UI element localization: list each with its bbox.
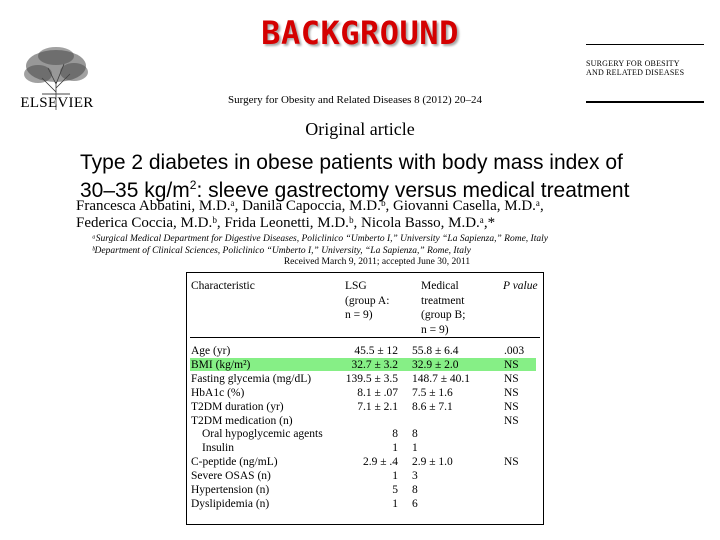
group-a-value: 2.9 ± .4: [362, 456, 398, 469]
publisher-name: ELSEVIER: [20, 95, 94, 111]
group-b-value: 6: [412, 497, 418, 510]
journal-masthead: [586, 44, 704, 103]
header-p-value: P value: [503, 280, 538, 292]
row-label: Insulin: [202, 442, 234, 455]
row-label: BMI (kg/m²): [191, 358, 251, 371]
row-label: C-peptide (ng/mL): [191, 456, 278, 469]
group-b-value: 148.7 ± 40.1: [412, 372, 471, 385]
group-b-value: 2.9 ± 1.0: [412, 456, 453, 469]
article-type: Original article: [305, 119, 415, 139]
author-list: [76, 198, 706, 232]
group-b-value: 3: [412, 470, 418, 483]
affiliation-a: ᵃSurgical Medical Department for Digestive Diseases, Policlinico “Umberto I,” University “La Sapienza,” Rome, Italy: [92, 234, 548, 244]
group-b-value: 32.9 ± 2.0: [412, 358, 459, 371]
p-value: NS: [504, 456, 519, 469]
group-b-value: 7.5 ± 1.6: [412, 386, 453, 399]
table-row: [190, 469, 536, 483]
row-label: Dyslipidemia (n): [191, 497, 270, 510]
article-title-line1: Type 2 diabetes in obese patients with body mass index of: [80, 151, 623, 174]
p-value: NS: [504, 372, 519, 385]
journal-reference: Surgery for Obesity and Related Diseases 8 (2012) 20–24: [228, 94, 482, 106]
group-a-value: 1: [392, 497, 398, 510]
group-a-value: 1: [392, 442, 398, 455]
journal-name-line2: AND RELATED DISEASES: [586, 68, 685, 77]
row-label: T2DM duration (yr): [191, 400, 284, 413]
table-row: [190, 358, 536, 372]
group-a-value: 1: [392, 470, 398, 483]
table-row: [190, 386, 536, 400]
table-row: [190, 455, 536, 469]
slide-title: BACKGROUND: [261, 14, 459, 52]
received-dates: Received March 9, 2011; accepted June 30, 2011: [283, 257, 471, 267]
row-label: HbA1c (%): [191, 386, 245, 399]
table-row: [190, 441, 536, 455]
header-characteristic: Characteristic: [191, 280, 255, 292]
table-row: [190, 414, 536, 428]
affiliations: [92, 234, 702, 269]
article-title: [80, 151, 680, 202]
group-a-value: 139.5 ± 3.5: [345, 372, 398, 385]
group-b-value: 8: [412, 484, 418, 496]
row-label: Fasting glycemia (mg/dL): [191, 372, 312, 385]
p-value: .003: [504, 345, 525, 357]
p-value: NS: [504, 386, 519, 399]
affiliation-b: ᵇDepartment of Clinical Sciences, Policlinico “Umberto I,” University, “La Sapienza,” Rome, Italy: [92, 245, 471, 256]
header-medical: Medical treatment (group B; n = 9): [421, 280, 466, 336]
table-row: [190, 497, 536, 511]
row-label: Oral hypoglycemic agents: [202, 428, 323, 441]
p-value: NS: [504, 358, 519, 371]
table-row: [190, 400, 536, 414]
table-row: [190, 372, 536, 386]
group-a-value: 45.5 ± 12: [354, 345, 398, 357]
header-lsg: LSG (group A: n = 9): [345, 280, 390, 321]
baseline-characteristics-table: [186, 272, 544, 525]
group-b-value: 55.8 ± 6.4: [412, 345, 459, 357]
group-b-value: 1: [412, 442, 418, 455]
group-b-value: 8.6 ± 7.1: [412, 400, 453, 413]
row-label: Hypertension (n): [191, 484, 270, 496]
article-title-line2: 30–35 $kg/m^2$: sleeve gastrectomy versus medical treatment: [80, 178, 630, 202]
authors-line1: Francesca Abbatini, M.D.ᵃ, Danila Capoccia, M.D.ᵇ, Giovanni Casella, M.D.ᵃ,: [76, 198, 544, 214]
row-label: T2DM medication (n): [191, 414, 293, 427]
table-row: [190, 427, 536, 441]
authors-line2: Federica Coccia, M.D.ᵇ, Frida Leonetti, M.D.ᵇ, Nicola Basso, M.D.ᵃ,*: [76, 215, 496, 231]
masthead-rule-bottom: [586, 101, 704, 103]
group-a-value: 5: [392, 484, 398, 496]
row-label: Severe OSAS (n): [191, 470, 271, 483]
table-row: [190, 344, 536, 358]
group-a-value: 8.1 ± .07: [357, 386, 398, 399]
group-b-value: 8: [412, 428, 418, 441]
group-a-value: 7.1 ± 2.1: [357, 400, 398, 413]
row-label: Age (yr): [191, 345, 231, 357]
table-header-rule: [190, 337, 540, 338]
group-a-value: 32.7 ± 3.2: [351, 358, 398, 371]
table-row: [190, 483, 536, 497]
group-a-value: 8: [392, 428, 398, 441]
p-value: NS: [504, 414, 519, 427]
journal-name-line1: SURGERY FOR OBESITY: [586, 59, 680, 68]
p-value: NS: [504, 400, 519, 413]
masthead-rule-top: [586, 44, 704, 45]
